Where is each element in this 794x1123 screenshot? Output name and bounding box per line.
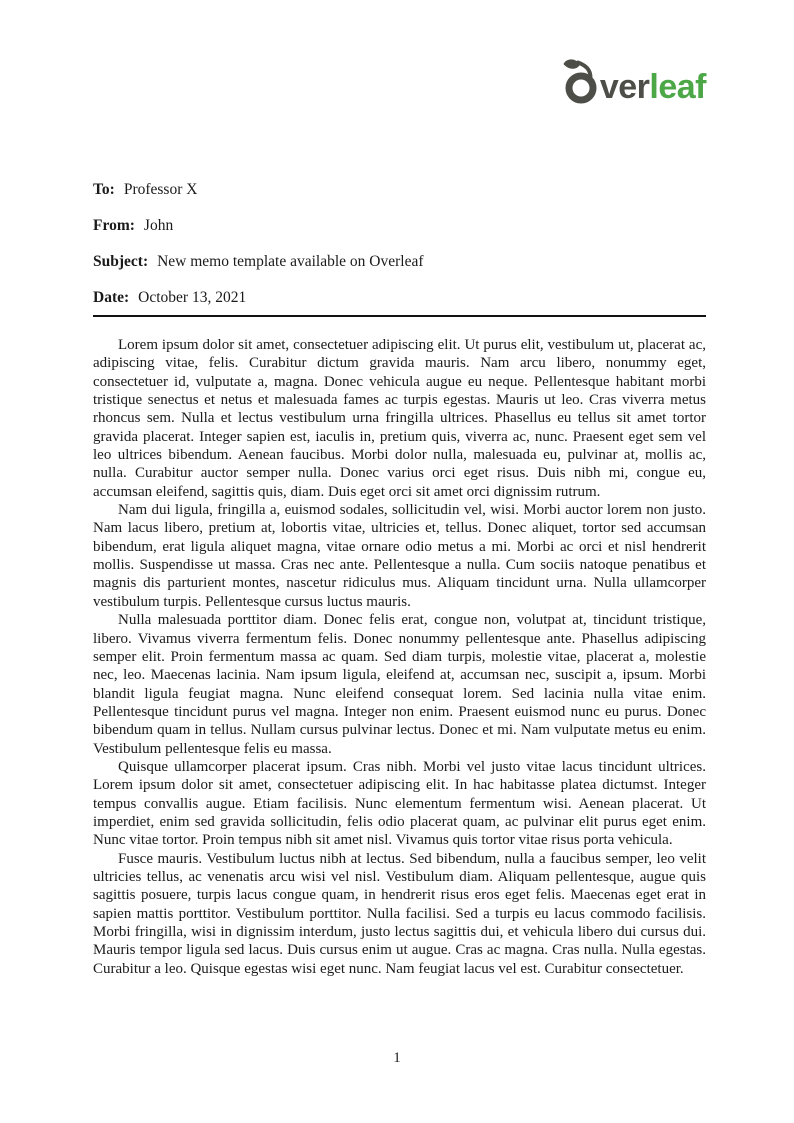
memo-field-date (93, 289, 706, 308)
body-paragraph: Lorem ipsum dolor sit amet, consectetuer adipiscing elit. Ut purus elit, vestibulum ut, placerat ac, adipiscing vitae, felis. Curabitur dictum gravida mauris. Nam arcu libero, nonummy eget, consectetuer id, vulputate a, magna. Donec vehicula augue eu neque. Pellentesque habitant morbi tristique senectus et netus et malesuada fames ac turpis egestas. Mauris ut leo. Cras viverra metus rhoncus sem. Nulla et lectus vestibulum urna fringilla ultrices. Phasellus eu tellus sit amet tortor gravida placerat. Integer sapien est, iaculis in, pretium quis, viverra ac, nunc. Praesent eget sem vel leo ultrices bibendum. Aenean faucibus. Morbi dolor nulla, malesuada eu, pulvinar at, mollis ac, nulla. Curabitur auctor semper nulla. Donec varius orci eget risus. Duis nibh mi, congue eu, accumsan eleifend, sagittis quis, diam. Duis eget orci sit amet orci dignissim rutrum. (93, 337, 706, 500)
divider-rule (93, 315, 706, 317)
logo-text-over: ver (599, 68, 650, 106)
memo-field-label: To: (93, 181, 115, 198)
memo-field-value: Professor X (123, 181, 198, 198)
logo-text-leaf: leaf (649, 68, 706, 106)
memo-body (93, 336, 706, 978)
memo-field-to (93, 181, 706, 200)
memo-field-value: John (143, 217, 174, 234)
body-paragraph: Fusce mauris. Vestibulum luctus nibh at lectus. Sed bibendum, nulla a faucibus semper, leo velit ultricies tellus, ac venenatis arcu wisi vel nisl. Vestibulum diam. Aliquam pellentesque, augue quis sagittis posuere, turpis lacus congue quam, in hendrerit risus eros eget felis. Maecenas eget erat in sapien mattis porttitor. Vestibulum porttitor. Nulla facilisi. Sed a turpis eu lacus commodo facilisis. Morbi fringilla, wisi in dignissim interdum, justo lectus sagittis dui, et vehicula libero dui cursus dui. Mauris tempor ligula sed lacus. Duis cursus enim ut augue. Cras ac magna. Cras nulla. Nulla egestas. Curabitur a leo. Quisque egestas wisi eget nunc. Nam feugiat lacus vel est. Curabitur consectetuer. (93, 850, 706, 977)
memo-field-from (93, 217, 706, 236)
memo-field-label: From: (93, 217, 135, 234)
memo-field-label: Date: (93, 289, 130, 306)
overleaf-o-leaf-icon (563, 58, 599, 104)
body-paragraph: Nam dui ligula, fringilla a, euismod sodales, sollicitudin vel, wisi. Morbi auctor lorem non justo. Nam lacus libero, pretium at, lobortis vitae, ultricies et, tellus. Donec aliquet, tortor sed accumsan bibendum, erat ligula aliquet magna, vitae ornare odio metus a mi. Morbi ac orci et nisl hendrerit mollis. Suspendisse ut massa. Cras nec ante. Pellentesque a nulla. Cum sociis natoque penatibus et magnis dis parturient montes, nascetur ridiculus mus. Aliquam tincidunt urna. Nulla ullamcorper vestibulum turpis. Pellentesque cursus luctus mauris. (93, 502, 706, 610)
body-paragraph: Quisque ullamcorper placerat ipsum. Cras nibh. Morbi vel justo vitae lacus tincidunt ultrices. Lorem ipsum dolor sit amet, consectetuer adipiscing elit. In hac habitasse platea dictumst. Integer tempus convallis augue. Etiam facilisis. Nunc elementum fermentum wisi. Aenean placerat. Ut imperdiet, enim sed gravida sollicitudin, felis odio placerat quam, ac pulvinar elit purus eget enim. Nunc vitae tortor. Proin tempus nibh sit amet nisl. Vivamus quis tortor vitae risus porta vehicula. (93, 758, 706, 849)
overleaf-logo (563, 58, 706, 104)
memo-header (93, 181, 706, 325)
memo-field-subject (93, 253, 706, 272)
memo-field-value: October 13, 2021 (138, 289, 247, 306)
body-paragraph: Nulla malesuada porttitor diam. Donec felis erat, congue non, volutpat at, tincidunt tristique, libero. Vivamus viverra fermentum felis. Donec nonummy pellentesque ante. Phasellus adipiscing semper elit. Proin fermentum massa ac quam. Sed diam turpis, molestie vitae, placerat a, molestie nec, leo. Maecenas lacinia. Nam ipsum ligula, eleifend at, accumsan nec, suscipit a, ipsum. Morbi blandit ligula feugiat magna. Nunc eleifend consequat lorem. Sed lacinia nulla vitae enim. Pellentesque tincidunt purus vel magna. Integer non enim. Praesent euismod nunc eu purus. Donec bibendum quam in tellus. Nullam cursus pulvinar lectus. Donec et mi. Nam vulputate metus eu enim. Vestibulum pellentesque felis eu massa. (93, 612, 706, 757)
memo-field-label: Subject: (93, 253, 149, 270)
page-number: 1 (393, 1050, 401, 1066)
memo-field-value: New memo template available on Overleaf (157, 253, 424, 270)
